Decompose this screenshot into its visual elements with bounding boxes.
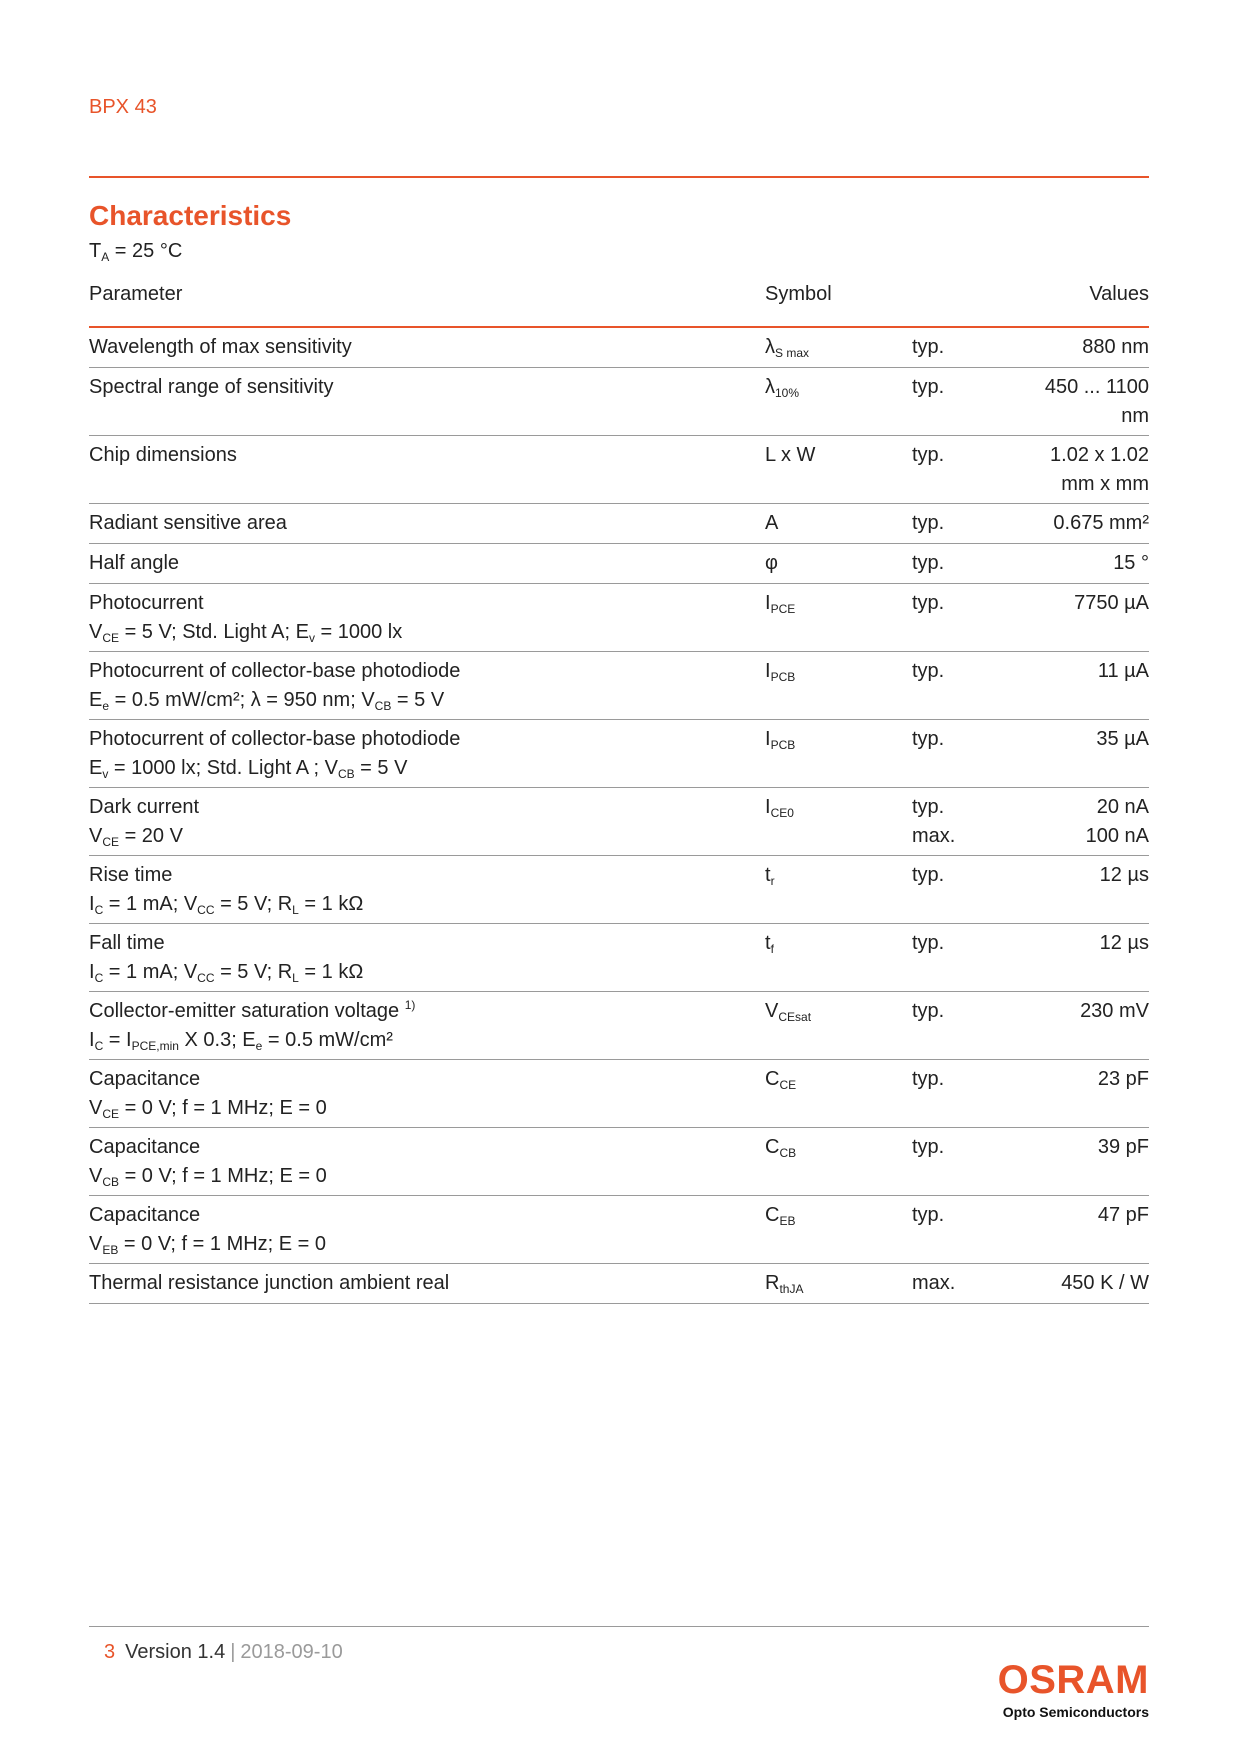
- table-header: [89, 280, 1149, 328]
- text-segment: Fall time: [89, 932, 165, 954]
- symbol-cell: [765, 929, 905, 958]
- value-type-cell: [912, 373, 992, 402]
- text-segment: = 5 V: [391, 689, 445, 711]
- text-segment: L x W: [765, 444, 816, 466]
- value-type: typ.: [912, 796, 945, 818]
- text-segment: Half angle: [89, 552, 180, 574]
- condition-rest: = 25 °C: [109, 240, 183, 262]
- subscript-text: C: [94, 1039, 104, 1053]
- text-segment: Collector-emitter saturation voltage: [89, 1000, 405, 1022]
- subscript-text: PCE: [770, 602, 796, 616]
- text-segment: V: [89, 621, 103, 643]
- text-segment: Photocurrent of collector-base photodiode: [89, 728, 461, 750]
- subscript-text: CE: [102, 1107, 120, 1121]
- text-segment: C: [765, 1204, 780, 1226]
- subscript-text: CEsat: [778, 1010, 812, 1024]
- value-cell: [989, 589, 1149, 618]
- value-type: typ.: [912, 444, 945, 466]
- value-type-cell: [912, 861, 992, 890]
- text-segment: V: [89, 1165, 103, 1187]
- subscript-text: S max: [775, 346, 810, 360]
- value-type-cell: [912, 725, 992, 754]
- symbol-cell: [765, 333, 905, 362]
- value-type-cell: [912, 589, 992, 618]
- parameter-name: [89, 549, 749, 578]
- subscript-text: EB: [102, 1243, 119, 1257]
- text-segment: Thermal resistance junction ambient real: [89, 1272, 450, 1294]
- text-segment: = 1000 lx: [314, 621, 403, 643]
- table-row: [89, 1264, 1149, 1304]
- subscript-text: v: [308, 631, 315, 645]
- parameter-cell: [89, 1269, 749, 1298]
- value-type-cell: [912, 657, 992, 686]
- text-segment: t: [765, 932, 771, 954]
- osram-logo: [998, 1660, 1149, 1720]
- test-condition: [89, 1230, 749, 1259]
- value-text: 23 pF: [1097, 1068, 1149, 1090]
- value-text: 11 µA: [1097, 660, 1149, 682]
- parameter-name: [89, 793, 749, 822]
- value-type: typ.: [912, 728, 945, 750]
- subscript-text: e: [255, 1039, 263, 1053]
- subscript-text: CE: [102, 631, 120, 645]
- value-text: 35 µA: [1096, 728, 1149, 750]
- value-cell: [989, 1065, 1149, 1094]
- value-type-cell: [912, 333, 992, 362]
- text-segment: V: [89, 1097, 103, 1119]
- text-segment: Capacitance: [89, 1204, 201, 1226]
- text-segment: φ: [765, 552, 778, 574]
- parameter-name: [89, 997, 749, 1026]
- parameter-cell: [89, 929, 749, 987]
- text-segment: = 5 V: [354, 757, 408, 779]
- parameter-cell: [89, 657, 749, 715]
- text-segment: = I: [103, 1029, 132, 1051]
- value-text: 450 ... 1100: [1044, 376, 1149, 398]
- page-footer: [104, 1641, 343, 1664]
- test-condition: [89, 1094, 749, 1123]
- value-type-cell: [912, 929, 992, 958]
- text-segment: Radiant sensitive area: [89, 512, 287, 534]
- value-text: mm x mm: [1061, 473, 1149, 495]
- symbol-cell: [765, 549, 905, 578]
- value-type: typ.: [912, 1136, 945, 1158]
- parameter-name: [89, 333, 749, 362]
- subscript-text: C: [94, 971, 104, 985]
- characteristics-table: [89, 280, 1149, 1304]
- subscript-text: CB: [374, 699, 392, 713]
- text-segment: = 0 V; f = 1 MHz; E = 0: [119, 1097, 327, 1119]
- text-segment: Rise time: [89, 864, 173, 886]
- subscript-text: EB: [779, 1214, 796, 1228]
- value-type: typ.: [912, 376, 945, 398]
- section-title: Characteristics: [89, 200, 292, 231]
- value-type: typ.: [912, 592, 945, 614]
- subscript-text: C: [94, 903, 104, 917]
- parameter-cell: [89, 1065, 749, 1123]
- footer-separator: |: [230, 1641, 236, 1663]
- table-row: [89, 992, 1149, 1060]
- parameter-name: [89, 373, 749, 402]
- value-type-cell: [912, 1133, 992, 1162]
- parameter-name: [89, 1065, 749, 1094]
- subscript-text: L: [292, 971, 299, 985]
- parameter-name: [89, 861, 749, 890]
- page-number: 3: [104, 1641, 116, 1663]
- text-segment: λ: [765, 336, 775, 358]
- condition-base: T: [89, 240, 102, 262]
- subscript-text: CB: [337, 767, 355, 781]
- subscript-text: CC: [197, 903, 215, 917]
- value-type-cell: [912, 997, 992, 1026]
- value-cell: [989, 997, 1149, 1026]
- text-segment: Spectral range of sensitivity: [89, 376, 334, 398]
- symbol-cell: [765, 589, 905, 618]
- parameter-cell: [89, 373, 749, 402]
- symbol-cell: [765, 861, 905, 890]
- subscript-text: L: [292, 903, 299, 917]
- text-segment: I: [89, 1029, 95, 1051]
- subscript-text: CE: [102, 835, 120, 849]
- value-text: 20 nA: [1096, 796, 1149, 818]
- value-cell: [989, 929, 1149, 958]
- table-row: [89, 924, 1149, 992]
- value-type-cell: [912, 793, 992, 851]
- parameter-cell: [89, 997, 749, 1055]
- text-segment: Wavelength of max sensitivity: [89, 336, 352, 358]
- value-cell: [989, 1133, 1149, 1162]
- symbol-cell: [765, 997, 905, 1026]
- text-segment: R: [765, 1272, 780, 1294]
- value-cell: [989, 373, 1149, 431]
- text-segment: = 5 V; R: [214, 961, 293, 983]
- test-condition: [89, 822, 749, 851]
- value-text: 39 pF: [1097, 1136, 1149, 1158]
- value-text: 880 nm: [1082, 336, 1149, 358]
- subscript-text: f: [770, 942, 774, 956]
- text-segment: X 0.3; E: [178, 1029, 256, 1051]
- test-condition: [89, 1026, 749, 1055]
- value-cell: [989, 1269, 1149, 1298]
- value-cell: [989, 657, 1149, 686]
- parameter-name: [89, 657, 749, 686]
- text-segment: Photocurrent: [89, 592, 204, 614]
- footnote-marker: 1): [404, 998, 416, 1012]
- test-condition: [89, 618, 749, 647]
- text-segment: A: [765, 512, 779, 534]
- release-date: 2018-09-10: [240, 1641, 343, 1663]
- test-condition: [89, 890, 749, 919]
- text-segment: λ: [765, 376, 775, 398]
- text-segment: V: [89, 1233, 103, 1255]
- table-row: [89, 1128, 1149, 1196]
- value-text: 1.02 x 1.02: [1050, 444, 1149, 466]
- table-row: [89, 652, 1149, 720]
- parameter-cell: [89, 549, 749, 578]
- symbol-cell: [765, 657, 905, 686]
- table-row: [89, 328, 1149, 368]
- symbol-cell: [765, 1269, 905, 1298]
- subscript-text: CE0: [770, 806, 794, 820]
- text-segment: = 1 mA; V: [103, 961, 198, 983]
- symbol-cell: [765, 509, 905, 538]
- value-type: typ.: [912, 552, 945, 574]
- text-segment: Photocurrent of collector-base photodiode: [89, 660, 461, 682]
- text-segment: = 0.5 mW/cm²: [262, 1029, 393, 1051]
- value-cell: [989, 793, 1149, 851]
- value-type: typ.: [912, 1204, 945, 1226]
- value-text: 47 pF: [1097, 1204, 1149, 1226]
- value-text: 230 mV: [1080, 1000, 1149, 1022]
- value-type: typ.: [912, 660, 945, 682]
- subscript-text: v: [102, 767, 109, 781]
- condition-sub: A: [101, 250, 110, 264]
- value-type: max.: [912, 825, 956, 847]
- text-segment: V: [765, 1000, 779, 1022]
- subscript-text: r: [770, 874, 775, 888]
- subscript-text: e: [102, 699, 110, 713]
- parameter-name: [89, 1269, 749, 1298]
- text-segment: Chip dimensions: [89, 444, 237, 466]
- header-rule: [89, 176, 1149, 178]
- parameter-cell: [89, 861, 749, 919]
- text-segment: = 1 mA; V: [103, 893, 198, 915]
- value-text: 450 K / W: [1061, 1272, 1149, 1294]
- symbol-cell: [765, 441, 905, 470]
- test-condition: [89, 754, 749, 783]
- text-segment: E: [89, 689, 103, 711]
- value-cell: [989, 333, 1149, 362]
- text-segment: Capacitance: [89, 1136, 201, 1158]
- subscript-text: CC: [197, 971, 215, 985]
- text-segment: t: [765, 864, 771, 886]
- parameter-cell: [89, 441, 749, 470]
- text-segment: I: [89, 961, 95, 983]
- text-segment: = 0.5 mW/cm²; λ = 950 nm; V: [109, 689, 375, 711]
- value-type-cell: [912, 1065, 992, 1094]
- value-text: 0.675 mm²: [1053, 512, 1149, 534]
- text-segment: C: [765, 1068, 780, 1090]
- symbol-cell: [765, 1065, 905, 1094]
- text-segment: I: [765, 796, 771, 818]
- value-type: typ.: [912, 1000, 945, 1022]
- value-cell: [989, 861, 1149, 890]
- version-label: Version 1.4: [125, 1641, 226, 1663]
- text-segment: I: [765, 660, 771, 682]
- text-segment: = 0 V; f = 1 MHz; E = 0: [118, 1233, 327, 1255]
- test-condition: [89, 686, 749, 715]
- symbol-cell: [765, 1133, 905, 1162]
- text-segment: = 5 V; R: [214, 893, 293, 915]
- test-condition: [89, 1162, 749, 1191]
- subscript-text: CB: [779, 1146, 797, 1160]
- value-type: typ.: [912, 1068, 945, 1090]
- value-text: 12 µs: [1099, 864, 1149, 886]
- value-type-cell: [912, 1269, 992, 1298]
- parameter-name: [89, 929, 749, 958]
- header-values: Values: [1089, 283, 1149, 305]
- table-row: [89, 368, 1149, 436]
- table-body: [89, 328, 1149, 1304]
- table-row: [89, 544, 1149, 584]
- subscript-text: PCB: [770, 738, 796, 752]
- value-text: 15 °: [1113, 552, 1149, 574]
- parameter-cell: [89, 1201, 749, 1259]
- parameter-name: [89, 509, 749, 538]
- value-type-cell: [912, 549, 992, 578]
- ambient-condition: [89, 240, 182, 263]
- value-type: max.: [912, 1272, 956, 1294]
- text-segment: = 1 kΩ: [298, 961, 364, 983]
- text-segment: E: [89, 757, 103, 779]
- subscript-text: CE: [779, 1078, 797, 1092]
- text-segment: Dark current: [89, 796, 200, 818]
- table-row: [89, 788, 1149, 856]
- header-symbol: Symbol: [765, 283, 832, 305]
- subscript-text: 10%: [775, 386, 800, 400]
- header-parameter: Parameter: [89, 283, 183, 305]
- table-row: [89, 436, 1149, 504]
- table-row: [89, 856, 1149, 924]
- value-type-cell: [912, 441, 992, 470]
- parameter-cell: [89, 725, 749, 783]
- parameter-cell: [89, 333, 749, 362]
- subscript-text: CB: [102, 1175, 120, 1189]
- text-segment: V: [89, 825, 103, 847]
- value-text: nm: [1121, 405, 1149, 427]
- text-segment: = 20 V: [119, 825, 183, 847]
- table-row: [89, 584, 1149, 652]
- table-row: [89, 504, 1149, 544]
- text-segment: I: [89, 893, 95, 915]
- value-text: 12 µs: [1099, 932, 1149, 954]
- table-row: [89, 720, 1149, 788]
- subscript-text: PCB: [770, 670, 796, 684]
- parameter-name: [89, 1201, 749, 1230]
- symbol-cell: [765, 373, 905, 402]
- text-segment: = 0 V; f = 1 MHz; E = 0: [119, 1165, 327, 1187]
- product-name: BPX 43: [89, 96, 157, 118]
- parameter-cell: [89, 589, 749, 647]
- parameter-name: [89, 725, 749, 754]
- logo-wordmark: OSRAM: [997, 1658, 1149, 1702]
- footer-rule: [89, 1626, 1149, 1627]
- parameter-name: [89, 589, 749, 618]
- text-segment: I: [765, 592, 771, 614]
- value-type-cell: [912, 509, 992, 538]
- text-segment: I: [765, 728, 771, 750]
- symbol-cell: [765, 725, 905, 754]
- value-cell: [989, 549, 1149, 578]
- value-type: typ.: [912, 336, 945, 358]
- value-cell: [989, 509, 1149, 538]
- value-text: 7750 µA: [1074, 592, 1149, 614]
- symbol-cell: [765, 1201, 905, 1230]
- table-row: [89, 1060, 1149, 1128]
- value-type: typ.: [912, 932, 945, 954]
- table-row: [89, 1196, 1149, 1264]
- logo-subtitle: Opto Semiconductors: [1002, 1704, 1149, 1720]
- subscript-text: PCE,min: [131, 1039, 179, 1053]
- parameter-name: [89, 441, 749, 470]
- parameter-cell: [89, 793, 749, 851]
- value-type: typ.: [912, 512, 945, 534]
- test-condition: [89, 958, 749, 987]
- text-segment: = 1000 lx; Std. Light A ; V: [108, 757, 338, 779]
- value-cell: [989, 725, 1149, 754]
- value-type: typ.: [912, 864, 945, 886]
- parameter-cell: [89, 1133, 749, 1191]
- text-segment: = 5 V; Std. Light A; E: [119, 621, 309, 643]
- text-segment: Capacitance: [89, 1068, 201, 1090]
- parameter-cell: [89, 509, 749, 538]
- symbol-cell: [765, 793, 905, 822]
- text-segment: = 1 kΩ: [298, 893, 364, 915]
- value-text: 100 nA: [1085, 825, 1149, 847]
- parameter-name: [89, 1133, 749, 1162]
- subscript-text: thJA: [779, 1282, 804, 1296]
- value-cell: [989, 1201, 1149, 1230]
- text-segment: C: [765, 1136, 780, 1158]
- value-type-cell: [912, 1201, 992, 1230]
- value-cell: [989, 441, 1149, 499]
